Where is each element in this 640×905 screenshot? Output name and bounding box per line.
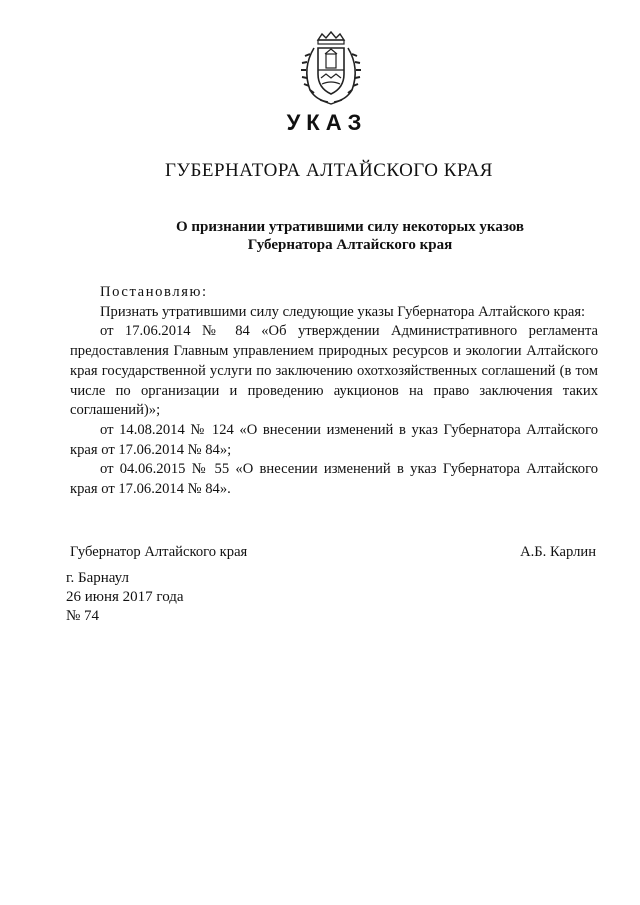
issue-city: г. Барнаул — [66, 570, 129, 586]
document-type: УКАЗ — [286, 110, 368, 135]
resolve-phrase: Постановляю: — [100, 284, 208, 300]
body-paragraph: от 17.06.2014 № 84 «Об утверждении Административного регламента предоставления Главным управлением природных ресурсов и экологии Алтайского края государственной услуги по заключению охотхозяйственных соглашений (в том числе по организации и проведению аукционов на право заключения таких соглашений)»; — [70, 323, 598, 419]
subject-line-2: Губернатора Алтайского края — [247, 237, 453, 253]
document-number: № 74 — [66, 608, 100, 624]
issue-date: 26 июня 2017 года — [66, 589, 184, 605]
document-body — [70, 283, 598, 500]
issuer-title: ГУБЕРНАТОРА АЛТАЙСКОГО КРАЯ — [165, 160, 493, 181]
altai-krai-coat-of-arms-icon — [296, 30, 366, 106]
document-footer — [66, 569, 184, 626]
body-paragraph: от 14.08.2014 № 124 «О внесении изменений в указ Губернатора Алтайского края от 17.06.2014 № 84»; — [70, 421, 598, 458]
body-paragraph: Признать утратившими силу следующие указы Губернатора Алтайского края: — [100, 303, 586, 320]
signatory-title: Губернатор Алтайского края — [70, 544, 248, 560]
document-subject — [120, 218, 580, 254]
subject-line-1: О признании утратившими силу некоторых указов — [176, 219, 524, 235]
signatory-name: А.Б. Карлин — [520, 544, 596, 560]
body-paragraph: от 04.06.2015 № 55 «О внесении изменений в указ Губернатора Алтайского края от 17.06.2014 № 84». — [70, 461, 598, 498]
